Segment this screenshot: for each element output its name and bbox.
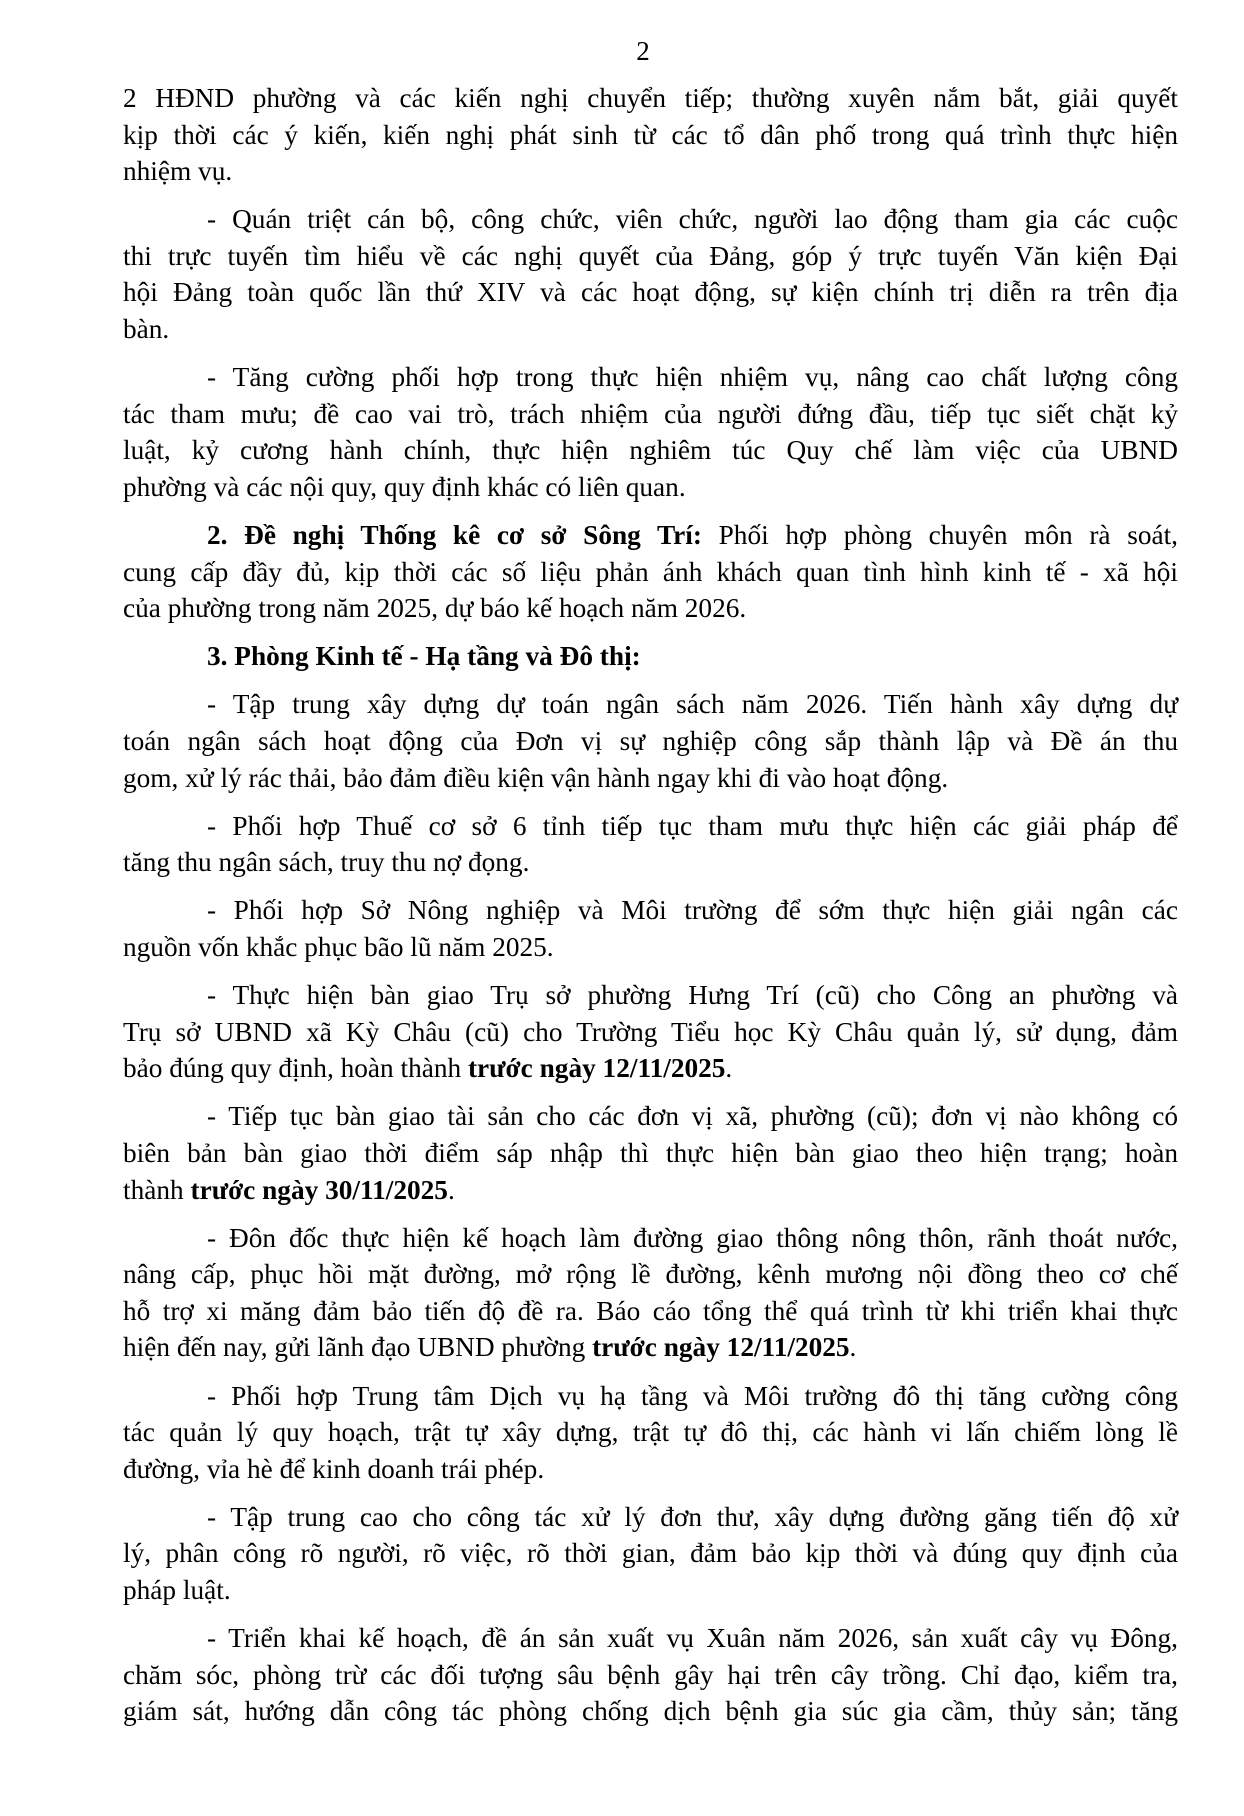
paragraph-section-2 [123, 517, 1178, 627]
text-line [123, 977, 1178, 1014]
text-run: chăm sóc, phòng trừ các đối tượng sâu bệnh gây hại trên cây trồng. Chỉ đạo, kiểm tra, [123, 1659, 1178, 1690]
text-line [123, 201, 1178, 238]
text-run: tăng thu ngân sách, truy thu nợ đọng. [123, 847, 530, 878]
text-run: . [447, 1174, 455, 1205]
text-line [123, 1657, 1178, 1694]
bold-text: 3. Phòng Kinh tế - Hạ tầng và Đô thị: [207, 641, 641, 672]
text-line [123, 469, 1178, 506]
text-line [123, 432, 1178, 469]
paragraph-nong-vu [123, 1620, 1178, 1730]
text-line [123, 1693, 1178, 1730]
text-run: thi trực tuyến tìm hiểu về các nghị quyết của Đảng, góp ý trực tuyến Văn kiện Đại [123, 240, 1178, 271]
text-line [123, 1414, 1178, 1451]
paragraph-du-toan [123, 686, 1178, 796]
bold-text: trước ngày 12/11/2025 [592, 1332, 850, 1363]
text-run: - Phối hợp Thuế cơ sở 6 tỉnh tiếp tục tham mưu thực hiện các giải pháp để [207, 810, 1178, 841]
text-run: - Phối hợp Trung tâm Dịch vụ hạ tầng và Môi trường đô thị tăng cường công [207, 1380, 1178, 1411]
text-line [123, 1535, 1178, 1572]
text-run: - Tiếp tục bàn giao tài sản cho các đơn vị xã, phường (cũ); đơn vị nào không có [207, 1101, 1178, 1132]
page-number: 2 [636, 36, 650, 66]
text-line [123, 359, 1178, 396]
text-run: - Đôn đốc thực hiện kế hoạch làm đường giao thông nông thôn, rãnh thoát nước, [207, 1222, 1178, 1253]
text-run: hiện đến nay, gửi lãnh đạo UBND phường [123, 1332, 593, 1363]
text-run: bàn. [123, 314, 170, 345]
text-run: - Phối hợp Sở Nông nghiệp và Môi trường để sớm thực hiện giải ngân các [207, 895, 1178, 926]
text-run: tác quản lý quy hoạch, trật tự xây dựng, trật tự đô thị, các hành vi lấn chiếm lòng lề [123, 1417, 1178, 1448]
text-run: Trụ sở UBND xã Kỳ Châu (cũ) cho Trường Tiểu học Kỳ Châu quản lý, sử dụng, đảm [123, 1016, 1178, 1047]
text-line [123, 1256, 1178, 1293]
text-run: toán ngân sách hoạt động của Đơn vị sự nghiệp công sắp thành lập và Đề án thu [123, 726, 1178, 756]
text-run: nhiệm vụ. [123, 156, 233, 187]
text-line [123, 274, 1178, 311]
text-run: - Triển khai kế hoạch, đề án sản xuất vụ Xuân năm 2026, sản xuất cây vụ Đông, [207, 1623, 1178, 1654]
text-run: . [725, 1053, 733, 1084]
text-run: nguồn vốn khắc phục bão lũ năm 2025. [123, 931, 554, 962]
text-run: biên bản bàn giao thời điểm sáp nhập thì thực hiện bàn giao theo hiện trạng; hoàn [123, 1137, 1178, 1168]
text-line [123, 808, 1178, 845]
paragraph-section-3-heading [123, 638, 1178, 675]
text-line [123, 1014, 1178, 1051]
text-line [123, 1098, 1178, 1135]
text-line [123, 80, 1178, 117]
bold-text: trước ngày 30/11/2025 [190, 1174, 448, 1205]
text-run: - Tăng cường phối hợp trong thực hiện nhiệm vụ, nâng cao chất lượng công [207, 362, 1178, 393]
text-line [123, 1293, 1178, 1330]
text-run: bảo đúng quy định, hoàn thành [123, 1053, 468, 1084]
text-line [123, 1572, 1178, 1609]
text-run: tác tham mưu; đề cao vai trò, trách nhiệm của người đứng đầu, tiếp tục siết chặt kỷ [123, 398, 1178, 429]
text-run: cung cấp đầy đủ, kịp thời các số liệu phản ánh khách quan tình hình kinh tế - xã hội [123, 556, 1178, 587]
paragraph-trat-tu-do-thi [123, 1378, 1178, 1488]
text-line [123, 686, 1178, 723]
text-run: nâng cấp, phục hồi mặt đường, mở rộng lề đường, kênh mương nội đồng theo cơ chế [123, 1259, 1178, 1290]
text-line [123, 517, 1178, 554]
text-run: gom, xử lý rác thải, bảo đảm điều kiện vận hành ngay khi đi vào hoạt động. [123, 762, 949, 793]
text-run: phường và các nội quy, quy định khác có liên quan. [123, 471, 686, 502]
text-run: thành [123, 1174, 191, 1205]
text-line [123, 311, 1178, 348]
text-run: - Tập trung xây dựng dự toán ngân sách năm 2026. Tiến hành xây dựng dự [207, 689, 1178, 720]
text-line [123, 1378, 1178, 1415]
text-run: hỗ trợ xi măng đảm bảo tiến độ đề ra. Báo cáo tổng thể quá trình từ khi triển khai thực [123, 1295, 1178, 1326]
text-line [123, 1220, 1178, 1257]
text-run: - Tập trung cao cho công tác xử lý đơn thư, xây dựng đường găng tiến độ xử [207, 1501, 1178, 1532]
text-line [123, 1050, 1178, 1087]
text-line [123, 1499, 1178, 1536]
text-line [123, 929, 1178, 966]
text-run: - Thực hiện bàn giao Trụ sở phường Hưng Trí (cũ) cho Công an phường và [207, 980, 1178, 1011]
paragraph-giao-thong [123, 1220, 1178, 1366]
text-line [123, 638, 1178, 675]
text-run: 2 HĐND phường và các kiến nghị chuyển tiếp; thường xuyên nắm bắt, giải quyết [123, 83, 1178, 113]
text-run: hội Đảng toàn quốc lần thứ XIV và các hoạt động, sự kiện chính trị diễn ra trên địa [123, 277, 1178, 308]
text-run: - Quán triệt cán bộ, công chức, viên chức, người lao động tham gia các cuộc [207, 204, 1178, 235]
text-line [123, 1329, 1178, 1366]
paragraph-tang-cuong [123, 359, 1178, 505]
text-run: của phường trong năm 2025, dự báo kế hoạch năm 2026. [123, 593, 747, 624]
text-line [123, 1172, 1178, 1209]
bold-text: 2. Đề nghị Thống kê cơ sở Sông Trí: [207, 520, 702, 551]
text-run: đường, vỉa hè để kinh doanh trái phép. [123, 1453, 545, 1484]
text-line [123, 844, 1178, 881]
text-run: Phối hợp phòng chuyên môn rà soát, [701, 520, 1178, 551]
paragraph-don-thu [123, 1499, 1178, 1609]
text-line [123, 1135, 1178, 1172]
text-line [123, 554, 1178, 591]
text-line [123, 1451, 1178, 1488]
text-run: . [849, 1332, 857, 1363]
text-line [123, 238, 1178, 275]
paragraph-ban-giao-tai-san [123, 1098, 1178, 1208]
text-line [123, 760, 1178, 797]
text-run: kịp thời các ý kiến, kiến nghị phát sinh từ các tổ dân phố trong quá trình thực hiện [123, 119, 1178, 150]
paragraph-quan-triet [123, 201, 1178, 347]
text-line [123, 1620, 1178, 1657]
text-run: pháp luật. [123, 1574, 231, 1605]
text-line [123, 892, 1178, 929]
text-run: giám sát, hướng dẫn công tác phòng chống dịch bệnh gia súc gia cầm, thủy sản; tăng [123, 1696, 1178, 1727]
paragraph-continuation [123, 80, 1178, 190]
text-line [123, 723, 1178, 760]
text-run: luật, kỷ cương hành chính, thực hiện nghiêm túc Quy chế làm việc của UBND [123, 435, 1178, 466]
text-line [123, 117, 1178, 154]
text-line [123, 590, 1178, 627]
paragraph-nong-nghiep [123, 892, 1178, 965]
bold-text: trước ngày 12/11/2025 [467, 1053, 726, 1084]
text-line [123, 153, 1178, 190]
text-run: lý, phân công rõ người, rõ việc, rõ thời gian, đảm bảo kịp thời và đúng quy định của [123, 1538, 1178, 1569]
paragraph-ban-giao-tru-so [123, 977, 1178, 1087]
paragraph-thue [123, 808, 1178, 881]
text-line [123, 396, 1178, 433]
document-body [123, 80, 1178, 1741]
